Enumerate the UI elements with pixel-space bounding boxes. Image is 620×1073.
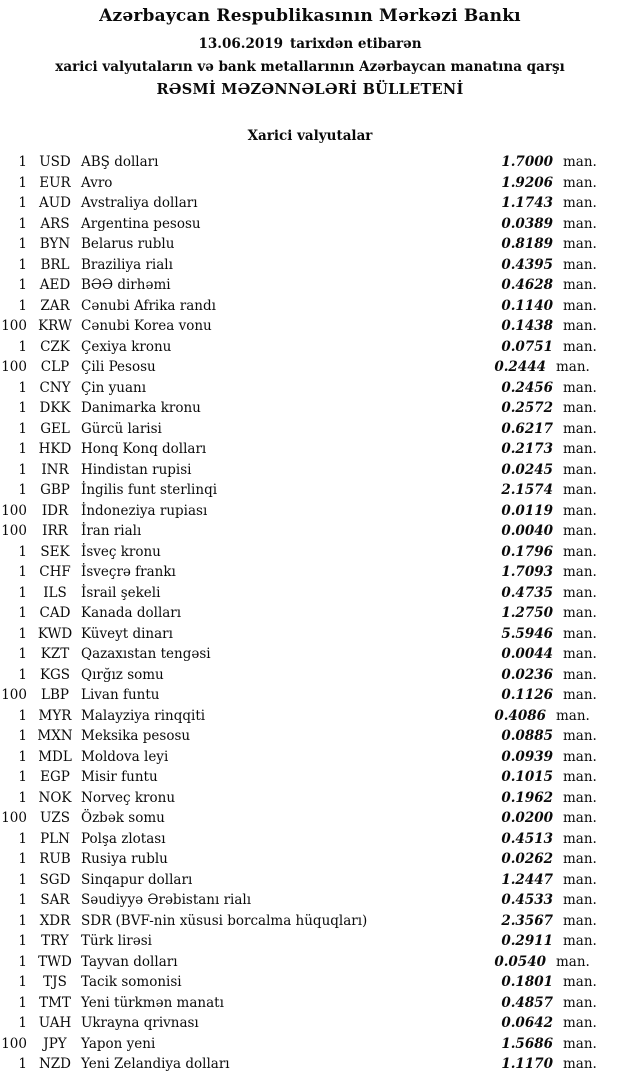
unit-cell: man. xyxy=(556,707,590,724)
currency-name-cell: Cənubi Afrika randı xyxy=(81,297,216,314)
rate-row xyxy=(0,398,620,419)
unit-cell: man. xyxy=(563,1015,597,1031)
unit-cell: man. xyxy=(563,523,597,539)
currency-code-cell: ARS xyxy=(40,215,70,232)
unit-cell: man. xyxy=(563,769,597,785)
rate-row xyxy=(0,501,620,522)
rate-value-cell: 0.0200 xyxy=(501,810,553,826)
rate-row xyxy=(0,993,620,1014)
quantity-cell: 1 xyxy=(18,441,27,457)
unit-cell: man. xyxy=(563,748,597,765)
quantity-cell: 100 xyxy=(1,810,27,826)
rate-value-cell: 0.0245 xyxy=(501,461,553,478)
unit-cell: man. xyxy=(563,666,597,683)
rate-row xyxy=(0,316,620,337)
currency-name-cell: İsveçrə frankı xyxy=(81,564,176,580)
unit-cell: man. xyxy=(563,543,597,560)
rate-row xyxy=(0,296,620,317)
rate-value-cell: 0.8189 xyxy=(501,236,553,252)
rate-value-cell: 1.5686 xyxy=(501,1035,553,1052)
rate-value-cell: 0.0119 xyxy=(501,502,553,519)
currency-name-cell: İngilis funt sterlinqi xyxy=(81,482,218,498)
quantity-cell: 1 xyxy=(18,1056,27,1072)
currency-name-cell: Tacik somonisi xyxy=(81,974,182,990)
quantity-cell: 1 xyxy=(18,769,27,785)
rate-value-cell: 0.0939 xyxy=(501,748,553,765)
rate-row xyxy=(0,747,620,768)
rate-value-cell: 0.2173 xyxy=(501,441,553,457)
rate-row xyxy=(0,849,620,870)
rate-row xyxy=(0,542,620,563)
quantity-cell: 100 xyxy=(1,359,27,375)
quantity-cell: 1 xyxy=(18,974,27,990)
rate-row xyxy=(0,439,620,460)
currency-name-cell: Çili Pesosu xyxy=(81,359,156,375)
rate-value-cell: 0.0540 xyxy=(494,953,546,970)
currency-code-cell: IRR xyxy=(42,523,68,539)
rate-row xyxy=(0,952,620,973)
quantity-cell: 1 xyxy=(18,871,27,888)
quantity-cell: 1 xyxy=(18,994,27,1011)
section-title-foreign-currencies: Xarici valyutalar xyxy=(247,128,373,144)
quantity-cell: 1 xyxy=(18,379,27,396)
currency-name-cell: İsrail şekeli xyxy=(81,584,161,601)
unit-cell: man. xyxy=(563,605,597,621)
rate-row xyxy=(0,829,620,850)
rate-value-cell: 2.1574 xyxy=(501,482,553,498)
rate-row xyxy=(0,808,620,829)
rate-value-cell: 0.4628 xyxy=(501,277,553,293)
rate-value-cell: 2.3567 xyxy=(501,912,553,929)
rate-row xyxy=(0,931,620,952)
quantity-cell: 1 xyxy=(18,482,27,498)
currency-code-cell: NOK xyxy=(38,789,72,806)
currency-name-cell: Çexiya kronu xyxy=(81,338,172,355)
currency-name-cell: Argentina pesosu xyxy=(81,215,201,232)
unit-cell: man. xyxy=(556,359,590,375)
quantity-cell: 100 xyxy=(1,318,27,334)
rate-row xyxy=(0,234,620,255)
currency-name-cell: İsveç kronu xyxy=(81,543,161,560)
currency-name-cell: Özbək somu xyxy=(81,810,165,826)
currency-code-cell: CAD xyxy=(39,605,71,621)
currency-code-cell: GBP xyxy=(40,482,70,498)
quantity-cell: 1 xyxy=(18,912,27,929)
quantity-cell: 1 xyxy=(18,420,27,437)
currency-name-cell: ABŞ dolları xyxy=(81,154,159,170)
currency-name-cell: Danimarka kronu xyxy=(81,400,201,416)
currency-name-cell: Yeni türkmən manatı xyxy=(81,994,224,1011)
rate-row xyxy=(0,255,620,276)
currency-code-cell: KGS xyxy=(39,666,71,683)
currency-code-cell: NZD xyxy=(38,1056,72,1072)
currency-code-cell: KWD xyxy=(37,625,73,642)
currency-code-cell: SEK xyxy=(40,543,70,560)
rate-row xyxy=(0,665,620,686)
currency-name-cell: Malayziya rinqqiti xyxy=(81,707,206,724)
unit-cell: man. xyxy=(563,502,597,519)
quantity-cell: 1 xyxy=(18,892,27,908)
currency-code-cell: INR xyxy=(41,461,69,478)
quantity-cell: 1 xyxy=(18,297,27,314)
unit-cell: man. xyxy=(563,1035,597,1052)
quantity-cell: 100 xyxy=(1,523,27,539)
unit-cell: man. xyxy=(563,687,597,703)
unit-cell: man. xyxy=(563,1056,597,1072)
rate-row xyxy=(0,890,620,911)
rate-value-cell: 0.1962 xyxy=(501,789,553,806)
currency-name-cell: Yeni Zelandiya dolları xyxy=(81,1056,230,1072)
rate-value-cell: 0.2444 xyxy=(494,359,546,375)
document-header xyxy=(0,0,620,100)
currency-name-cell: Sinqapur dolları xyxy=(81,871,193,888)
quantity-cell: 1 xyxy=(18,584,27,601)
unit-cell: man. xyxy=(563,871,597,888)
rate-value-cell: 0.4857 xyxy=(501,994,553,1011)
rate-value-cell: 0.2456 xyxy=(501,379,553,396)
rate-value-cell: 0.1126 xyxy=(501,687,553,703)
currency-name-cell: İran rialı xyxy=(81,523,142,539)
currency-code-cell: KZT xyxy=(40,646,70,662)
unit-cell: man. xyxy=(563,318,597,334)
rate-row xyxy=(0,1034,620,1055)
quantity-cell: 1 xyxy=(18,543,27,560)
unit-cell: man. xyxy=(556,953,590,970)
rate-value-cell: 0.6217 xyxy=(501,420,553,437)
rate-value-cell: 0.1015 xyxy=(501,769,553,785)
rate-row xyxy=(0,357,620,378)
currency-code-cell: PLN xyxy=(40,830,70,847)
quantity-cell: 1 xyxy=(18,1015,27,1031)
currency-code-cell: SGD xyxy=(39,871,71,888)
unit-cell: man. xyxy=(563,277,597,293)
bank-title: Azərbaycan Respublikasının Mərkəzi Bankı xyxy=(99,6,521,26)
unit-cell: man. xyxy=(563,338,597,355)
currency-name-cell: Avstraliya dolları xyxy=(81,195,198,211)
currency-name-cell: Norveç kronu xyxy=(81,789,176,806)
currency-code-cell: BRL xyxy=(40,256,70,273)
currency-name-cell: Türk lirəsi xyxy=(81,933,152,949)
unit-cell: man. xyxy=(563,154,597,170)
rate-value-cell: 1.7000 xyxy=(501,154,553,170)
unit-cell: man. xyxy=(563,215,597,232)
currency-code-cell: MXN xyxy=(37,728,73,744)
unit-cell: man. xyxy=(563,830,597,847)
quantity-cell: 1 xyxy=(18,461,27,478)
rate-row xyxy=(0,337,620,358)
currency-name-cell: Tayvan dolları xyxy=(81,953,178,970)
unit-cell: man. xyxy=(563,933,597,949)
currency-name-cell: Ukrayna qrivnası xyxy=(81,1015,199,1031)
rate-row xyxy=(0,193,620,214)
quantity-cell: 1 xyxy=(18,256,27,273)
currency-name-cell: Avro xyxy=(81,174,113,191)
currency-name-cell: Qazaxıstan tengəsi xyxy=(81,646,211,662)
currency-code-cell: CLP xyxy=(40,359,70,375)
rate-value-cell: 0.4533 xyxy=(501,892,553,908)
quantity-cell: 1 xyxy=(18,933,27,949)
rate-row xyxy=(0,583,620,604)
currency-name-cell: Belarus rublu xyxy=(81,236,175,252)
rate-row xyxy=(0,214,620,235)
currency-code-cell: CNY xyxy=(39,379,71,396)
currency-name-cell: Moldova leyi xyxy=(81,748,169,765)
quantity-cell: 1 xyxy=(18,277,27,293)
quantity-cell: 1 xyxy=(18,236,27,252)
currency-code-cell: TJS xyxy=(43,974,67,990)
rate-value-cell: 0.4735 xyxy=(501,584,553,601)
unit-cell: man. xyxy=(563,482,597,498)
rate-row xyxy=(0,378,620,399)
rate-value-cell: 0.4086 xyxy=(494,707,546,724)
unit-cell: man. xyxy=(563,297,597,314)
currency-name-cell: Qırğız somu xyxy=(81,666,164,683)
rate-value-cell: 0.0642 xyxy=(501,1015,553,1031)
quantity-cell: 1 xyxy=(18,666,27,683)
rate-value-cell: 0.0751 xyxy=(501,338,553,355)
unit-cell: man. xyxy=(563,461,597,478)
quantity-cell: 1 xyxy=(18,338,27,355)
currency-name-cell: Livan funtu xyxy=(81,687,160,703)
quantity-cell: 1 xyxy=(18,830,27,847)
unit-cell: man. xyxy=(563,851,597,867)
unit-cell: man. xyxy=(563,195,597,211)
rate-row xyxy=(0,726,620,747)
currency-name-cell: Honq Konq dolları xyxy=(81,441,207,457)
currency-name-cell: SDR (BVF-nin xüsusi borcalma hüquqları) xyxy=(81,912,368,929)
currency-name-cell: Meksika pesosu xyxy=(81,728,191,744)
rate-row xyxy=(0,480,620,501)
document-subtitle: xarici valyutaların və bank metallarının Azərbaycan manatına qarşı xyxy=(55,59,565,75)
rate-value-cell: 0.2572 xyxy=(501,400,553,416)
rate-value-cell: 1.7093 xyxy=(501,564,553,580)
unit-cell: man. xyxy=(563,646,597,662)
quantity-cell: 1 xyxy=(18,174,27,191)
rate-value-cell: 0.0040 xyxy=(501,523,553,539)
rate-row xyxy=(0,911,620,932)
rates-table xyxy=(0,152,620,1073)
quantity-cell: 1 xyxy=(18,707,27,724)
quantity-cell: 1 xyxy=(18,953,27,970)
currency-code-cell: TWD xyxy=(38,953,72,970)
unit-cell: man. xyxy=(563,420,597,437)
unit-cell: man. xyxy=(563,728,597,744)
unit-cell: man. xyxy=(563,912,597,929)
unit-cell: man. xyxy=(563,174,597,191)
currency-code-cell: CZK xyxy=(40,338,70,355)
currency-name-cell: Kanada dolları xyxy=(81,605,182,621)
rate-value-cell: 0.0262 xyxy=(501,851,553,867)
currency-code-cell: GEL xyxy=(40,420,70,437)
rate-row xyxy=(0,706,620,727)
quantity-cell: 1 xyxy=(18,605,27,621)
rate-value-cell: 0.4395 xyxy=(501,256,553,273)
quantity-cell: 1 xyxy=(18,728,27,744)
rate-value-cell: 1.9206 xyxy=(501,174,553,191)
effective-date: 13.06.2019 xyxy=(198,36,284,52)
currency-code-cell: ZAR xyxy=(40,297,70,314)
quantity-cell: 1 xyxy=(18,625,27,642)
currency-code-cell: UAH xyxy=(38,1015,72,1031)
currency-code-cell: LBP xyxy=(41,687,69,703)
unit-cell: man. xyxy=(563,974,597,990)
rate-row xyxy=(0,460,620,481)
currency-name-cell: Polşa zlotası xyxy=(81,830,166,847)
rate-row xyxy=(0,562,620,583)
rate-value-cell: 1.2750 xyxy=(501,605,553,621)
unit-cell: man. xyxy=(563,236,597,252)
quantity-cell: 100 xyxy=(1,1035,27,1052)
unit-cell: man. xyxy=(563,400,597,416)
rate-value-cell: 0.1438 xyxy=(501,318,553,334)
currency-code-cell: HKD xyxy=(38,441,72,457)
rate-value-cell: 0.1140 xyxy=(501,297,553,314)
currency-code-cell: BYN xyxy=(39,236,71,252)
bulletin-title: RƏSMİ MƏZƏNNƏLƏRİ BÜLLETENİ xyxy=(156,81,464,98)
quantity-cell: 1 xyxy=(18,400,27,416)
currency-code-cell: TRY xyxy=(41,933,69,949)
currency-name-cell: Cənubi Korea vonu xyxy=(81,318,212,334)
rate-row xyxy=(0,644,620,665)
quantity-cell: 1 xyxy=(18,646,27,662)
rate-value-cell: 0.0389 xyxy=(501,215,553,232)
rate-row xyxy=(0,152,620,173)
currency-name-cell: Hindistan rupisi xyxy=(81,461,192,478)
rate-value-cell: 0.0044 xyxy=(501,646,553,662)
unit-cell: man. xyxy=(563,810,597,826)
currency-code-cell: EGP xyxy=(40,769,70,785)
rate-value-cell: 1.2447 xyxy=(501,871,553,888)
rate-value-cell: 0.1801 xyxy=(501,974,553,990)
quantity-cell: 1 xyxy=(18,154,27,170)
rate-row xyxy=(0,685,620,706)
currency-name-cell: Çin yuanı xyxy=(81,379,147,396)
quantity-cell: 1 xyxy=(18,195,27,211)
currency-code-cell: MYR xyxy=(38,707,72,724)
effective-date-suffix: tarixdən etibarən xyxy=(290,36,422,52)
currency-code-cell: EUR xyxy=(39,174,71,191)
currency-name-cell: Braziliya rialı xyxy=(81,256,173,273)
currency-code-cell: TMT xyxy=(39,994,71,1011)
rate-row xyxy=(0,521,620,542)
unit-cell: man. xyxy=(563,584,597,601)
quantity-cell: 1 xyxy=(18,215,27,232)
currency-name-cell: İndoneziya rupiası xyxy=(81,502,208,519)
rate-value-cell: 1.1743 xyxy=(501,195,553,211)
quantity-cell: 1 xyxy=(18,789,27,806)
rate-row xyxy=(0,972,620,993)
rate-row xyxy=(0,275,620,296)
unit-cell: man. xyxy=(563,441,597,457)
rate-value-cell: 0.0236 xyxy=(501,666,553,683)
currency-code-cell: AED xyxy=(39,277,71,293)
currency-code-cell: DKK xyxy=(39,400,71,416)
effective-date-line xyxy=(0,35,620,54)
currency-code-cell: IDR xyxy=(41,502,69,519)
rate-value-cell: 0.4513 xyxy=(501,830,553,847)
quantity-cell: 1 xyxy=(18,564,27,580)
currency-code-cell: MDL xyxy=(38,748,72,765)
rate-row xyxy=(0,870,620,891)
unit-cell: man. xyxy=(563,892,597,908)
quantity-cell: 1 xyxy=(18,748,27,765)
currency-code-cell: AUD xyxy=(39,195,71,211)
unit-cell: man. xyxy=(563,379,597,396)
rate-row xyxy=(0,1054,620,1073)
unit-cell: man. xyxy=(563,625,597,642)
unit-cell: man. xyxy=(563,256,597,273)
currency-code-cell: CHF xyxy=(39,564,71,580)
rate-row xyxy=(0,173,620,194)
unit-cell: man. xyxy=(563,564,597,580)
currency-name-cell: Səudiyyə Ərəbistanı rialı xyxy=(81,892,252,908)
rate-row xyxy=(0,419,620,440)
rate-row xyxy=(0,767,620,788)
rate-value-cell: 0.2911 xyxy=(501,933,553,949)
currency-name-cell: Misir funtu xyxy=(81,769,158,785)
rate-row xyxy=(0,788,620,809)
rate-row xyxy=(0,1013,620,1034)
quantity-cell: 100 xyxy=(1,502,27,519)
rate-value-cell: 0.1796 xyxy=(501,543,553,560)
currency-code-cell: XDR xyxy=(39,912,71,929)
rate-value-cell: 1.1170 xyxy=(501,1056,553,1072)
currency-name-cell: Yapon yeni xyxy=(81,1035,156,1052)
currency-code-cell: KRW xyxy=(38,318,72,334)
currency-name-cell: Küveyt dinarı xyxy=(81,625,173,642)
currency-code-cell: JPY xyxy=(43,1035,67,1052)
unit-cell: man. xyxy=(563,994,597,1011)
rate-value-cell: 5.5946 xyxy=(501,625,553,642)
currency-name-cell: Gürcü larisi xyxy=(81,420,162,437)
quantity-cell: 1 xyxy=(18,851,27,867)
currency-code-cell: RUB xyxy=(39,851,71,867)
currency-code-cell: USD xyxy=(39,154,71,170)
currency-code-cell: SAR xyxy=(40,892,70,908)
rate-row xyxy=(0,603,620,624)
quantity-cell: 100 xyxy=(1,687,27,703)
currency-code-cell: UZS xyxy=(39,810,70,826)
unit-cell: man. xyxy=(563,789,597,806)
currency-name-cell: BƏƏ dirhəmi xyxy=(81,277,171,293)
rate-value-cell: 0.0885 xyxy=(501,728,553,744)
currency-name-cell: Rusiya rublu xyxy=(81,851,168,867)
currency-code-cell: ILS xyxy=(43,584,67,601)
rate-row xyxy=(0,624,620,645)
